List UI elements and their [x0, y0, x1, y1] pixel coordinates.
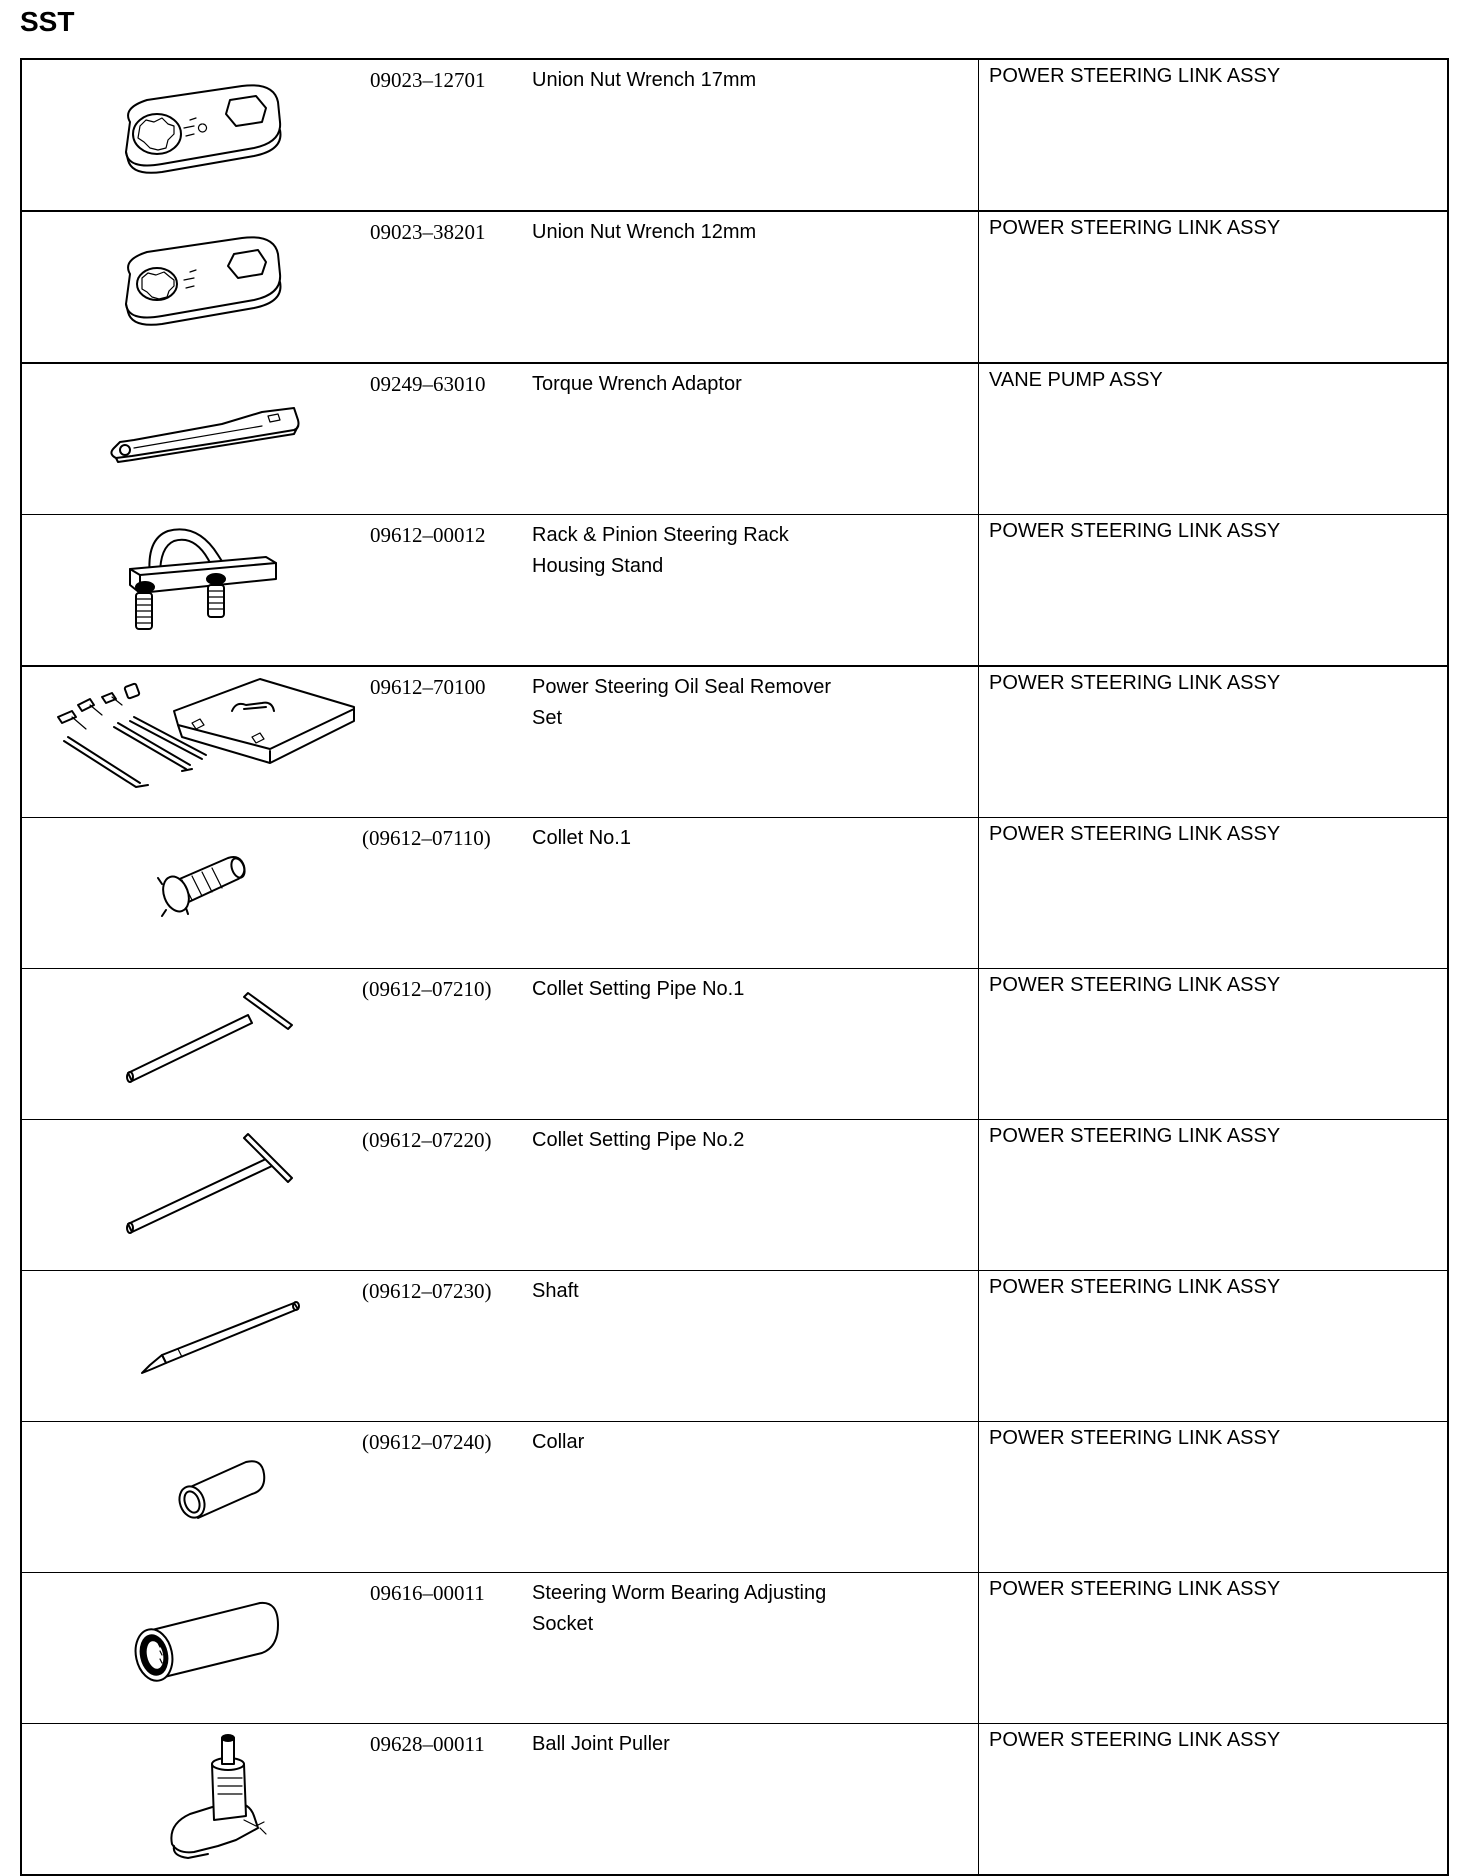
collar-icon — [22, 1422, 362, 1564]
tool-name-line: Ball Joint Puller — [532, 1733, 670, 1755]
application-text: POWER STEERING LINK ASSY — [989, 823, 1281, 845]
part-number: 09612–00012 — [370, 523, 486, 547]
application-text: POWER STEERING LINK ASSY — [989, 1578, 1281, 1600]
collet-setting-pipe-2-icon — [22, 1120, 362, 1262]
collet-icon — [22, 818, 362, 960]
tool-illustration-cell — [21, 1422, 362, 1573]
part-number: 09023–38201 — [370, 220, 486, 244]
tool-illustration-cell — [21, 1271, 362, 1422]
tool-illustration-cell — [21, 211, 362, 363]
housing-stand-icon — [22, 515, 362, 657]
tool-name-line: Collet No.1 — [532, 827, 631, 849]
oil-seal-remover-set-icon — [22, 667, 362, 809]
application-text: POWER STEERING LINK ASSY — [989, 1125, 1281, 1147]
tool-name-cell — [530, 1724, 979, 1876]
application-text: POWER STEERING LINK ASSY — [989, 1729, 1281, 1751]
table-row — [21, 515, 1448, 667]
part-number: 09616–00011 — [370, 1581, 485, 1605]
tool-illustration-cell — [21, 59, 362, 211]
part-number: 09023–12701 — [370, 68, 486, 92]
tool-name-cell — [530, 1271, 979, 1422]
tool-name-line: Set — [532, 707, 563, 729]
table-row — [21, 1724, 1448, 1876]
application-text: POWER STEERING LINK ASSY — [989, 1427, 1281, 1449]
table-row — [21, 969, 1448, 1120]
ball-joint-puller-icon — [22, 1724, 362, 1866]
tool-name-line: Steering Worm Bearing Adjusting — [532, 1582, 827, 1604]
tool-name-line: Socket — [532, 1613, 594, 1635]
part-number-cell — [362, 211, 530, 363]
tool-name-line: Union Nut Wrench 12mm — [532, 221, 757, 243]
part-number-cell — [362, 1120, 530, 1271]
union-nut-wrench-17mm-icon — [22, 60, 362, 202]
torque-wrench-adaptor-icon — [22, 364, 362, 506]
tool-name-cell — [530, 515, 979, 667]
shaft-icon — [22, 1271, 362, 1413]
table-row — [21, 818, 1448, 969]
application-cell — [979, 515, 1449, 667]
tool-illustration-cell — [21, 363, 362, 515]
tool-name-line: Collar — [532, 1431, 585, 1453]
part-number: 09612–70100 — [370, 675, 486, 699]
tool-illustration-cell — [21, 1120, 362, 1271]
tool-illustration-cell — [21, 1573, 362, 1724]
table-row — [21, 666, 1448, 818]
tool-name-cell — [530, 59, 979, 211]
tool-illustration-cell — [21, 666, 362, 818]
application-text: POWER STEERING LINK ASSY — [989, 520, 1281, 542]
tool-illustration-cell — [21, 969, 362, 1120]
sst-table — [20, 58, 1449, 1876]
tool-illustration-cell — [21, 1724, 362, 1876]
application-text: POWER STEERING LINK ASSY — [989, 65, 1281, 87]
application-cell — [979, 1422, 1449, 1573]
application-cell — [979, 818, 1449, 969]
tool-name-cell — [530, 1120, 979, 1271]
part-number: (09612–07210) — [362, 977, 492, 1001]
tool-name-line: Union Nut Wrench 17mm — [532, 69, 757, 91]
part-number-cell — [362, 1422, 530, 1573]
tool-name-line: Power Steering Oil Seal Remover — [532, 676, 832, 698]
application-text: POWER STEERING LINK ASSY — [989, 217, 1281, 239]
part-number-cell — [362, 59, 530, 211]
part-number: (09612–07240) — [362, 1430, 492, 1454]
application-cell — [979, 1271, 1449, 1422]
tool-name-cell — [530, 818, 979, 969]
part-number-cell — [362, 1271, 530, 1422]
part-number-cell — [362, 969, 530, 1120]
tool-name-cell — [530, 211, 979, 363]
tool-illustration-cell — [21, 515, 362, 667]
tool-name-cell — [530, 666, 979, 818]
tool-name-line: Housing Stand — [532, 555, 664, 577]
application-cell — [979, 1724, 1449, 1876]
application-cell — [979, 666, 1449, 818]
application-cell — [979, 1120, 1449, 1271]
part-number: (09612–07230) — [362, 1279, 492, 1303]
tool-name-cell — [530, 969, 979, 1120]
tool-name-cell — [530, 1573, 979, 1724]
tool-name-cell — [530, 363, 979, 515]
application-cell — [979, 969, 1449, 1120]
tool-name-line: Collet Setting Pipe No.2 — [532, 1129, 745, 1151]
part-number-cell — [362, 1573, 530, 1724]
tool-name-cell — [530, 1422, 979, 1573]
tool-name-line: Shaft — [532, 1280, 579, 1302]
page-title: SST — [20, 6, 75, 37]
part-number-cell — [362, 666, 530, 818]
tool-illustration-cell — [21, 818, 362, 969]
table-row — [21, 1573, 1448, 1724]
tool-name-line: Torque Wrench Adaptor — [532, 373, 742, 395]
part-number: (09612–07220) — [362, 1128, 492, 1152]
application-cell — [979, 1573, 1449, 1724]
table-row — [21, 1422, 1448, 1573]
application-cell — [979, 211, 1449, 363]
table-row — [21, 59, 1448, 211]
part-number-cell — [362, 515, 530, 667]
table-row — [21, 1120, 1448, 1271]
collet-setting-pipe-1-icon — [22, 969, 362, 1111]
part-number: 09249–63010 — [370, 372, 486, 396]
application-cell — [979, 363, 1449, 515]
part-number-cell — [362, 1724, 530, 1876]
part-number-cell — [362, 818, 530, 969]
worm-bearing-socket-icon — [22, 1573, 362, 1715]
table-row — [21, 211, 1448, 363]
application-text: POWER STEERING LINK ASSY — [989, 672, 1281, 694]
tool-name-line: Rack & Pinion Steering Rack — [532, 524, 789, 546]
table-row — [21, 1271, 1448, 1422]
table-row — [21, 363, 1448, 515]
part-number: (09612–07110) — [362, 826, 491, 850]
application-text: POWER STEERING LINK ASSY — [989, 1276, 1281, 1298]
application-text: VANE PUMP ASSY — [989, 369, 1163, 391]
application-text: POWER STEERING LINK ASSY — [989, 974, 1281, 996]
application-cell — [979, 59, 1449, 211]
part-number-cell — [362, 363, 530, 515]
part-number: 09628–00011 — [370, 1732, 485, 1756]
union-nut-wrench-12mm-icon — [22, 212, 362, 354]
tool-name-line: Collet Setting Pipe No.1 — [532, 978, 745, 1000]
